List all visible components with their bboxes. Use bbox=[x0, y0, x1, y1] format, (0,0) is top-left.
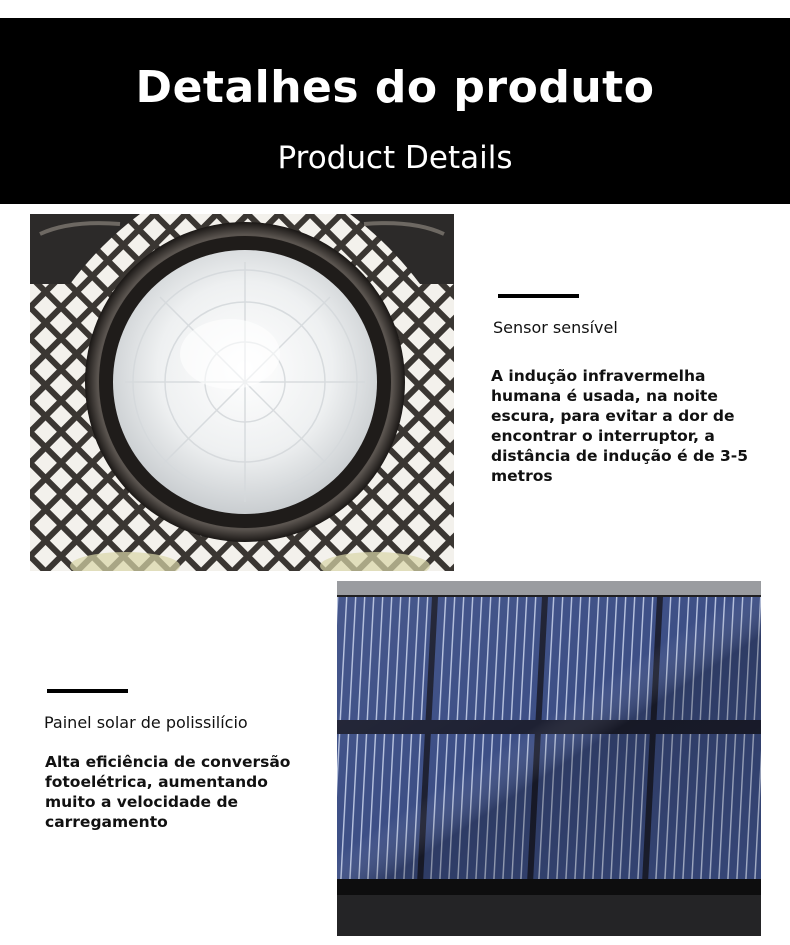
description-line: encontrar o interruptor, a bbox=[491, 427, 715, 445]
description-line: metros bbox=[491, 467, 553, 485]
description-line: Alta eficiência de conversão bbox=[45, 753, 291, 771]
description-line: fotoelétrica, aumentando bbox=[45, 773, 268, 791]
description-line: A indução infravermelha bbox=[491, 367, 706, 385]
page-title: Detalhes do produto bbox=[135, 62, 655, 113]
header-banner bbox=[0, 18, 790, 204]
description-line: muito a velocidade de bbox=[45, 793, 239, 811]
solar-panel-photo bbox=[337, 581, 761, 936]
page-subtitle: Product Details bbox=[277, 140, 513, 176]
divider-bar bbox=[498, 294, 579, 298]
divider-bar bbox=[47, 689, 128, 693]
feature-title: Sensor sensível bbox=[493, 318, 618, 337]
description-line: escura, para evitar a dor de bbox=[491, 407, 735, 425]
feature-description bbox=[491, 366, 748, 486]
description-line: distância de indução é de 3-5 bbox=[491, 447, 748, 465]
description-line: humana é usada, na noite bbox=[491, 387, 718, 405]
pir-motion-sensor-photo bbox=[30, 214, 454, 571]
feature-description bbox=[45, 752, 290, 832]
feature-title: Painel solar de polissilício bbox=[44, 713, 248, 732]
description-line: carregamento bbox=[45, 813, 168, 831]
